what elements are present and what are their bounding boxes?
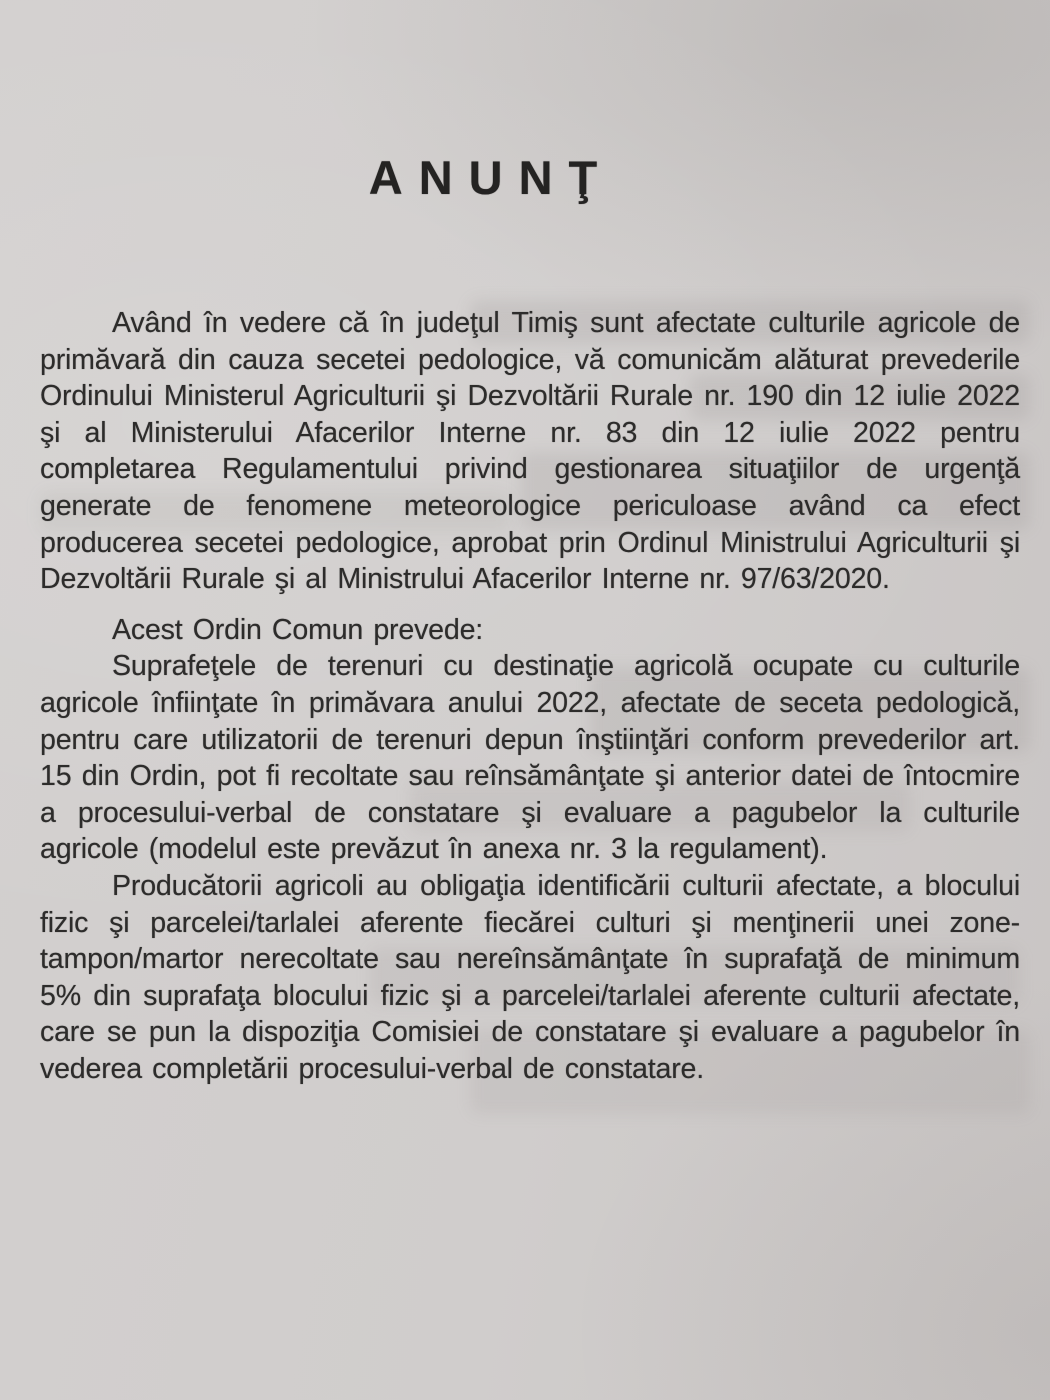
- document-body: [0, 305, 1050, 1087]
- paragraph-areas: Suprafeţele de terenuri cu destinaţie agricolă ocupate cu culturile agricole înfiinţate în primăvara anului 2022, afectate de seceta pedologică, pentru care utilizatorii de terenuri depun înştiinţări conform prevederilor art. 15 din Ordin, pot fi recoltate sau reînsămânţate şi anterior datei de întocmire a procesului-verbal de constatare şi evaluare a pagubelor la culturile agricole (modelul este prevăzut în anexa nr. 3 la regulament).: [40, 650, 1020, 866]
- paragraph-intro: Având în vedere că în judeţul Timiş sunt afectate culturile agricole de primăvară din cauza secetei pedologice, vă comunicăm alăturat prevederile Ordinului Ministerul Agriculturii şi Dezvoltării Rurale nr. 190 din 12 iulie 2022 şi al Ministerului Afacerilor Interne nr. 83 din 12 iulie 2022 pentru completarea Regulamentului privind gestionarea situaţiilor de urgenţă generate de fenomene meteorologice periculoase având ca efect producerea secetei pedologice, aprobat prin Ordinul Ministrului Agriculturii şi Dezvoltării Rurale şi al Ministrului Afacerilor Interne nr. 97/63/2020.: [40, 307, 1020, 596]
- paragraph-lead-in: Acest Ordin Comun prevede:: [112, 613, 484, 646]
- document-title: ANUNŢ: [368, 151, 614, 204]
- paragraph-producers: Producătorii agricoli au obligaţia identificării culturii afectate, a blocului fizic şi parcelei/tarlalei aferente fiecărei culturi şi menţinerii unei zone-tampon/martor nerecoltate sau nereînsămânţate în suprafaţă de minimum 5% din suprafaţa blocului fizic şi a parcelei/tarlalei aferente culturii afectate, care se pun la dispoziţia Comisiei de constatare şi evaluare a pagubelor în vederea completării procesului-verbal de constatare.: [40, 869, 1020, 1085]
